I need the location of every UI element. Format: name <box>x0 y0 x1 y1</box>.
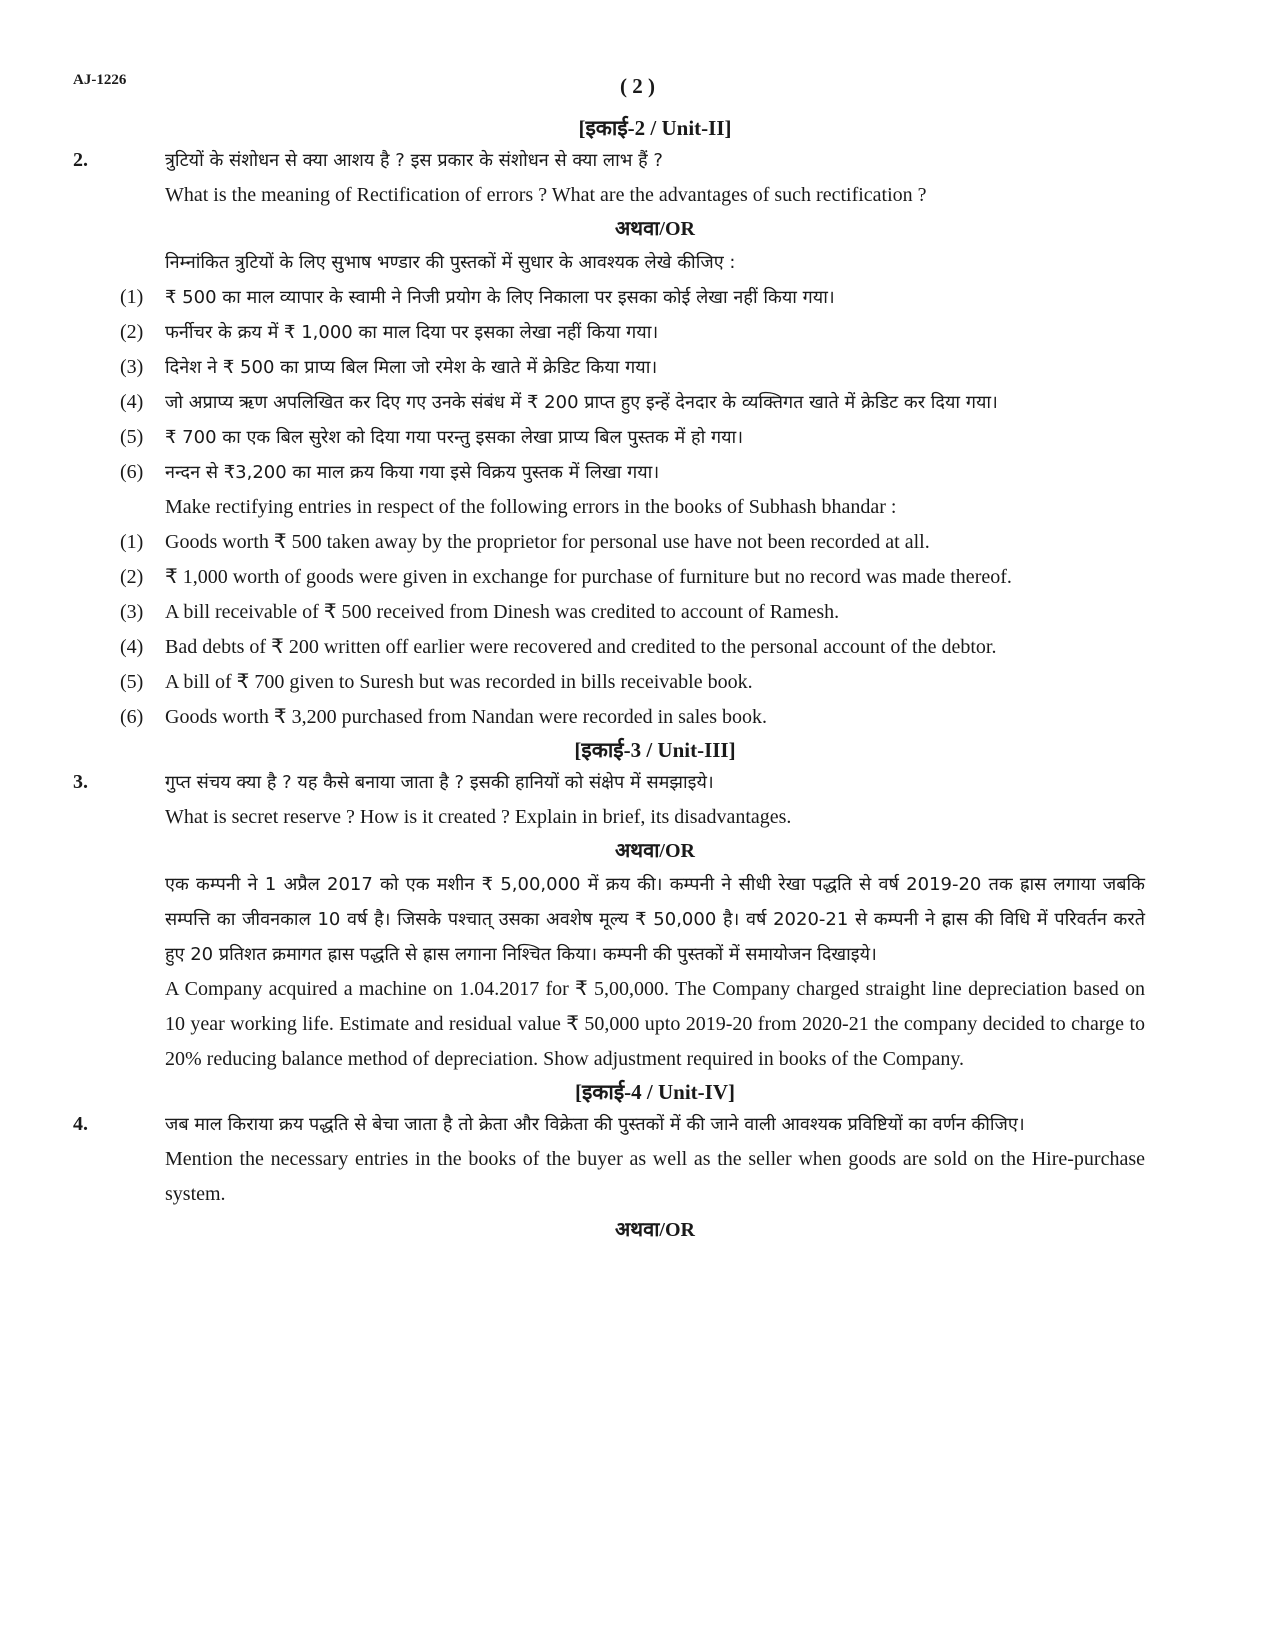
item-number: (1) <box>120 286 144 308</box>
question-hindi: गुप्त संचय क्या है ? यह कैसे बनाया जाता है ? इसकी हानियों को संक्षेप में समझाइये। <box>165 772 714 793</box>
list-item <box>120 700 1145 735</box>
list-item <box>120 665 1145 700</box>
question-english: What is the meaning of Rectification of errors ? What are the advantages of such rectification ? <box>165 184 927 206</box>
item-text: ₹ 1,000 worth of goods were given in exchange for purchase of furniture but no record was made thereof. <box>165 566 1012 588</box>
item-number: (5) <box>120 671 144 693</box>
item-text: Goods worth ₹ 3,200 purchased from Nandan were recorded in sales book. <box>165 706 768 728</box>
item-text: ₹ 500 का माल व्यापार के स्वामी ने निजी प्रयोग के लिए निकाला पर इसका कोई लेखा नहीं किया गया। <box>165 287 835 308</box>
question-3 <box>73 765 1145 835</box>
question-english: Mention the necessary entries in the books of the buyer as well as the seller when goods are sold on the Hire-purchase system. <box>165 1148 1145 1205</box>
item-number: (4) <box>120 636 144 658</box>
alt-question-hindi: एक कम्पनी ने 1 अप्रैल 2017 को एक मशीन ₹ 5,00,000 में क्रय की। कम्पनी ने सीधी रेखा पद्धति से वर्ष 2019-20 तक ह्रास लगाया जबकि सम्पत्ति का जीवनकाल 10 वर्ष है। जिसके पश्चात् उसका अवशेष मूल्य ₹ 50,000 है। वर्ष 2020-21 से कम्पनी ने ह्रास की विधि में परिवर्तन करते हुए 20 प्रतिशत क्रमागत ह्रास पद्धति से ह्रास लगाना निश्चित किया। कम्पनी की पुस्तकों में समायोजन दिखाइये। <box>165 874 1145 965</box>
or-divider: अथवा/OR <box>615 1219 695 1241</box>
question-number: 4. <box>73 1113 88 1135</box>
list-item <box>120 385 1145 420</box>
question-number: 2. <box>73 149 88 171</box>
unit-4-heading: [इकाई-4 / Unit-IV] <box>574 1080 735 1104</box>
alt-question-english: A Company acquired a machine on 1.04.2017 for ₹ 5,00,000. The Company charged straight line depreciation based on 10 year working life. Estimate and residual value ₹ 50,000 upto 2019-20 from 2020-21 the company decided to charge to 20% reducing balance method of depreciation. Show adjustment required in books of the Company. <box>165 978 1145 1070</box>
or-divider: अथवा/OR <box>615 840 695 862</box>
item-number: (6) <box>120 706 144 728</box>
list-item <box>120 420 1145 455</box>
item-number: (3) <box>120 356 144 378</box>
english-error-list <box>120 525 1145 735</box>
item-number: (4) <box>120 391 144 413</box>
question-hindi: त्रुटियों के संशोधन से क्या आशय है ? इस प्रकार के संशोधन से क्या लाभ हैं ? <box>165 150 663 171</box>
unit-2-heading: [इकाई-2 / Unit-II] <box>578 116 732 140</box>
item-number: (2) <box>120 321 144 343</box>
item-number: (5) <box>120 426 144 448</box>
list-item <box>120 455 1145 490</box>
paper-code: AJ-1226 <box>73 72 127 88</box>
question-hindi: जब माल किराया क्रय पद्धति से बेचा जाता है तो क्रेता और विक्रेता की पुस्तकों में की जाने वाली आवश्यक प्रविष्टियों का वर्णन कीजिए। <box>165 1114 1025 1135</box>
item-number: (6) <box>120 461 144 483</box>
question-number: 3. <box>73 771 88 793</box>
item-number: (3) <box>120 601 144 623</box>
list-item <box>120 595 1145 630</box>
item-text: Bad debts of ₹ 200 written off earlier were recovered and credited to the personal account of the debtor. <box>165 636 997 658</box>
list-item <box>120 525 1145 560</box>
list-item <box>120 315 1145 350</box>
item-text: फर्नीचर के क्रय में ₹ 1,000 का माल दिया पर इसका लेखा नहीं किया गया। <box>165 322 659 343</box>
item-number: (1) <box>120 531 144 553</box>
item-number: (2) <box>120 566 144 588</box>
list-item <box>120 630 1145 665</box>
item-text: दिनेश ने ₹ 500 का प्राप्य बिल मिला जो रमेश के खाते में क्रेडिट किया गया। <box>165 357 658 378</box>
alt-question-english-intro: Make rectifying entries in respect of the following errors in the books of Subhash bhandar : <box>165 496 897 518</box>
question-2 <box>73 143 1145 213</box>
list-item <box>120 350 1145 385</box>
or-divider: अथवा/OR <box>615 218 695 240</box>
unit-3-heading: [इकाई-3 / Unit-III] <box>574 738 736 762</box>
page-number: ( 2 ) <box>620 74 655 98</box>
question-english: What is secret reserve ? How is it created ? Explain in brief, its disadvantages. <box>165 806 792 828</box>
list-item <box>120 280 1145 315</box>
question-content <box>73 113 1145 1246</box>
alt-question-hindi-intro: निम्नांकित त्रुटियों के लिए सुभाष भण्डार की पुस्तकों में सुधार के आवश्यक लेखे कीजिए : <box>165 252 736 273</box>
item-text: जो अप्राप्य ऋण अपलिखित कर दिए गए उनके संबंध में ₹ 200 प्राप्त हुए इन्हें देनदार के व्यक्तिगत खाते में क्रेडिट कर दिया गया। <box>165 392 998 413</box>
question-4 <box>73 1107 1145 1212</box>
item-text: A bill receivable of ₹ 500 received from Dinesh was credited to account of Ramesh. <box>165 601 840 623</box>
item-text: नन्दन से ₹3,200 का माल क्रय किया गया इसे विक्रय पुस्तक में लिखा गया। <box>165 462 660 483</box>
list-item <box>120 560 1145 595</box>
item-text: A bill of ₹ 700 given to Suresh but was recorded in bills receivable book. <box>165 671 753 693</box>
item-text: Goods worth ₹ 500 taken away by the proprietor for personal use have not been recorded at all. <box>165 531 930 553</box>
hindi-error-list <box>120 280 1145 490</box>
item-text: ₹ 700 का एक बिल सुरेश को दिया गया परन्तु इसका लेखा प्राप्य बिल पुस्तक में हो गया। <box>165 427 744 448</box>
